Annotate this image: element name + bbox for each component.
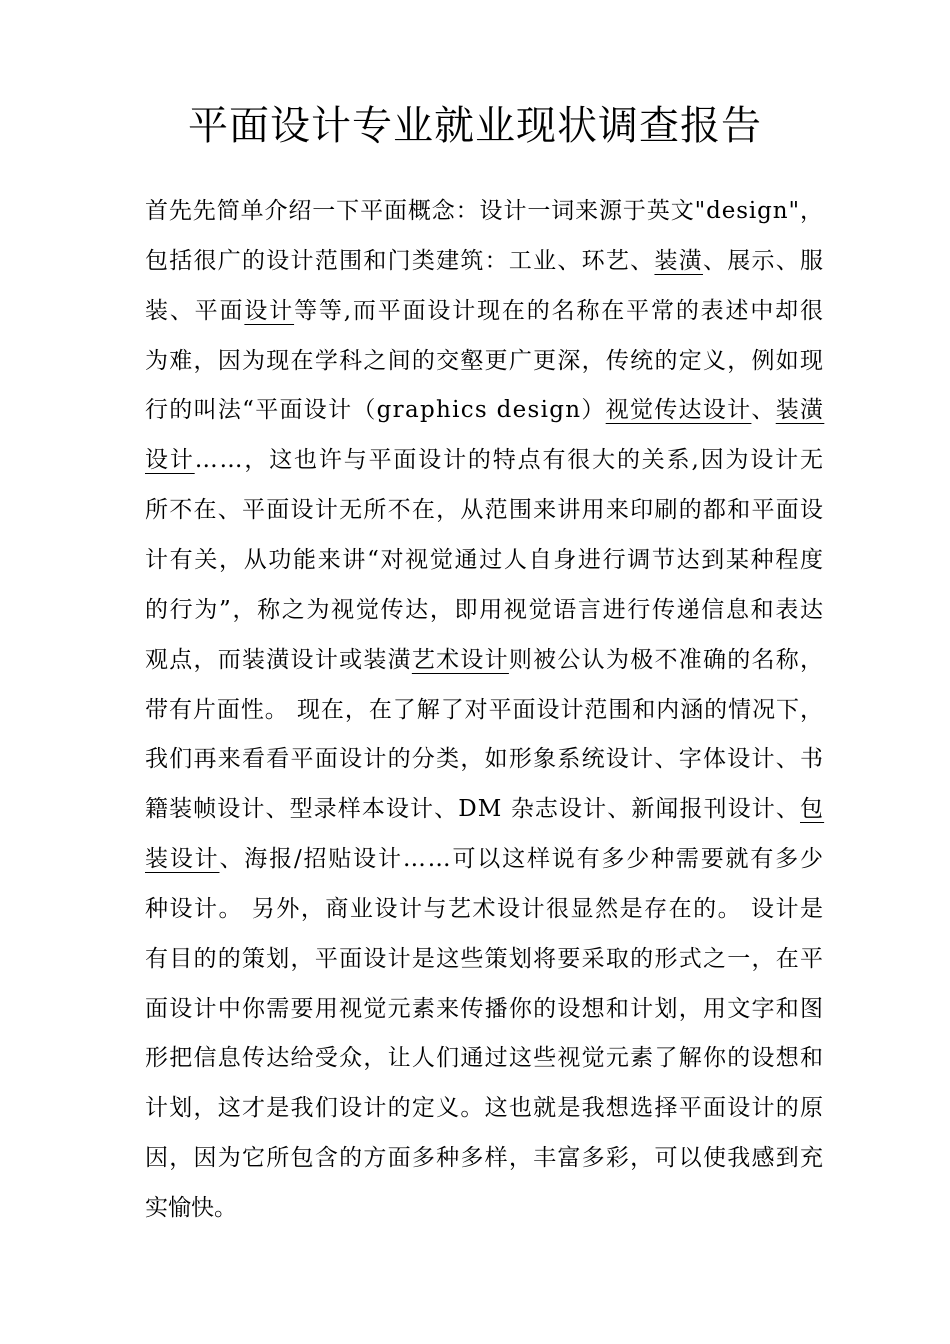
- text-run: 为难，因为现在学科之间的交壑更广更深，传统的定义，例如现: [145, 347, 825, 374]
- text-run: 因，因为它所包含的方面多种多样，丰富多彩，可以使我感到充: [145, 1145, 825, 1172]
- paragraph-line: [145, 245, 835, 277]
- underlined-term: 设计: [145, 447, 195, 474]
- text-run: 则被公认为极不准确的名称，: [508, 646, 825, 673]
- paragraph-line: [145, 295, 835, 327]
- paragraph-line: [145, 993, 835, 1025]
- paragraph-line: [145, 1142, 835, 1174]
- text-run: 种设计。 另外，商业设计与艺术设计很显然是存在的。 设计是: [145, 895, 825, 922]
- text-run: 包括很广的设计范围和门类建筑：工业、环艺、: [145, 247, 655, 274]
- underlined-term: 包: [800, 796, 825, 823]
- paragraph-line: [145, 1192, 835, 1224]
- underlined-term: 艺术设计: [411, 646, 509, 673]
- text-run: 、: [751, 397, 776, 424]
- paragraph-line: [145, 743, 835, 775]
- text-run: 的行为”，称之为视觉传达，即用视觉语言进行传递信息和表达: [145, 596, 825, 623]
- paragraph-line: [145, 544, 835, 576]
- paragraph-line: [145, 644, 835, 676]
- underlined-term: 装设计: [145, 846, 220, 873]
- paragraph-line: [145, 345, 835, 377]
- paragraph-line: [145, 1092, 835, 1124]
- text-run: 观点，而装潢设计或装潢: [145, 646, 412, 673]
- text-run: 计划，这才是我们设计的定义。这也就是我想选择平面设计的原: [145, 1095, 825, 1122]
- paragraph-line: [145, 793, 835, 825]
- text-run: 籍装帧设计、型录样本设计、DM 杂志设计、新闻报刊设计、: [145, 796, 800, 823]
- paragraph-line: [145, 843, 835, 875]
- text-run: 形把信息传达给受众，让人们通过这些视觉元素了解你的设想和: [145, 1045, 825, 1072]
- text-run: 所不在、平面设计无所不在，从范围来讲用来印刷的都和平面设: [145, 497, 825, 524]
- underlined-term: 视觉传达设计: [605, 397, 752, 424]
- underlined-term: 装潢: [775, 397, 825, 424]
- text-run: 实愉快。: [145, 1195, 237, 1221]
- paragraph-line: [145, 943, 835, 975]
- text-run: 等等,而平面设计现在的名称在平常的表述中却很: [294, 297, 825, 324]
- underlined-term: 装潢: [654, 247, 703, 274]
- text-run: 我们再来看看平面设计的分类，如形象系统设计、字体设计、书: [145, 746, 825, 773]
- text-run: 、海报/招贴设计……可以这样说有多少种需要就有多少: [219, 846, 825, 873]
- text-run: 装、平面: [145, 297, 245, 324]
- text-run: 、展示、服: [702, 247, 825, 274]
- text-run: 面设计中你需要用视觉元素来传播你的设想和计划，用文字和图: [145, 995, 825, 1022]
- text-run: 首先先简单介绍一下平面概念：设计一词来源于英文"design"，: [145, 198, 824, 224]
- text-run: ……，这也许与平面设计的特点有很大的关系,因为设计无: [194, 447, 825, 474]
- underlined-term: 设计: [244, 297, 295, 324]
- paragraph-line: [145, 195, 835, 227]
- paragraph-line: [145, 394, 835, 426]
- paragraph-line: [145, 694, 835, 726]
- document-title: 平面设计专业就业现状调查报告: [188, 103, 762, 149]
- text-run: 计有关，从功能来讲“对视觉通过人自身进行调节达到某种程度: [145, 546, 825, 573]
- paragraph-line: [145, 594, 835, 626]
- text-run: 带有片面性。 现在，在了解了对平面设计范围和内涵的情况下，: [145, 696, 824, 723]
- text-run: 有目的的策划，平面设计是这些策划将要采取的形式之一，在平: [145, 945, 825, 972]
- paragraph-line: [145, 893, 835, 925]
- paragraph-line: [145, 1042, 835, 1074]
- text-run: 行的叫法“平面设计（graphics design）: [145, 397, 606, 424]
- paragraph-line: [145, 494, 835, 526]
- paragraph-line: [145, 444, 835, 476]
